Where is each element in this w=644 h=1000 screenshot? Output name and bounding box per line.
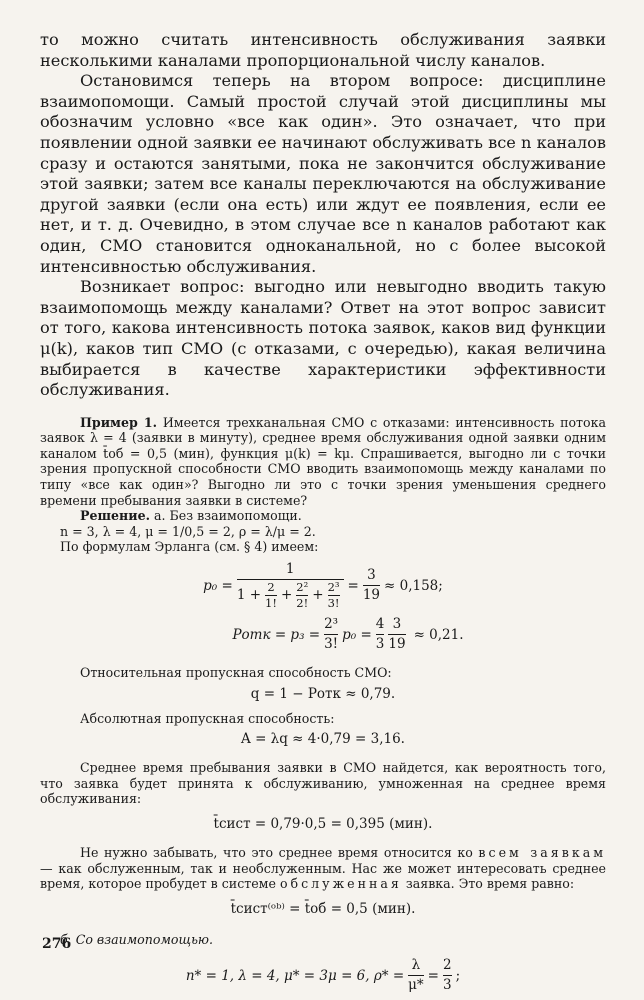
rel-label: Относительная пропускная способность СМО: (80, 665, 392, 681)
potk-frac-1 (324, 616, 338, 653)
example-1 (40, 415, 606, 509)
potk-frac-2-num: 4 (375, 616, 385, 633)
p0-den-frac-1 (265, 581, 277, 610)
p0-den-frac-2-num: 2² (296, 580, 309, 595)
p0-den-frac-3-num: 2³ (327, 580, 340, 595)
potk-frac-1-den: 3! (324, 636, 339, 653)
p0-den-one: 1 + (236, 587, 262, 604)
p0-den-frac-1-den: 1! (265, 596, 277, 611)
p0-numerator: 1 (285, 561, 295, 578)
b-end: ; (455, 967, 461, 984)
solution-a-label: а. Без взаимопомощи. (154, 508, 302, 524)
potk-value: ≈ 0,21. (413, 626, 464, 643)
forget-text-1: Не нужно забывать, что это среднее время относится ко (80, 845, 473, 860)
p0-den-plus-1: + (280, 587, 293, 604)
potk-frac-3-den: 19 (388, 636, 406, 653)
potk-formula (40, 616, 606, 653)
p0-formula: p₀ = 1 1 + $\frac{2}{1!}$ + $\frac{\text{2²}}{2!}$ + $\frac{\text{2³}}{3!}$ = $\frac{3}{19}$ ≈ 0,158; (203, 561, 443, 611)
page-body (40, 30, 606, 994)
paragraph-2: Остановимся теперь на втором вопросе: дисциплине взаимопомощи. Самый простой случай этой дисциплины мы обозначим условно «все как один». Это означает, что при появлении одной заявки ее начинают обслуживать все n каналов сразу и остаются занятыми, пока не закончится обслуживание этой заявки; затем все каналы переключаются на обслуживание другой заявки (если она есть) или ждут ее появления, если ее нет, и т. д. Очевидно, в этом случае все n каналов работают как один, СМО становится одноканальной, но с более высокой интенсивностью обслуживания. (40, 71, 606, 276)
potk-frac-3 (388, 616, 405, 653)
b-params: n* = 1, λ = 4, μ* = 3μ = 6, ρ* = (185, 967, 405, 984)
forget-spaced-2: обслуженная (279, 876, 402, 892)
solution-label: Решение. (80, 508, 150, 524)
p0-den-frac-2 (296, 581, 308, 610)
p0-main-fraction (237, 561, 344, 610)
b-frac-1 (408, 957, 424, 994)
p0-den-frac-3 (328, 581, 340, 610)
potk-frac-3-num: 3 (392, 616, 402, 633)
p0-denominator (237, 581, 344, 610)
p0-result-num: 3 (367, 567, 376, 584)
page-number: 276 (42, 936, 72, 952)
erlang-line: По формулам Эрланга (см. § 4) имеем: (60, 539, 319, 555)
tsist-formula: t̄сист = 0,79·0,5 = 0,395 (мин). (213, 816, 433, 832)
potk-frac-2 (376, 616, 385, 653)
potk-frac-1-num: 2³ (324, 616, 339, 633)
b-frac-2 (443, 957, 452, 994)
b-frac-2-num: 2 (442, 957, 452, 974)
params-line: n = 3, λ = 4, μ = 1/0,5 = 2, ρ = λ/μ = 2. (60, 523, 316, 539)
solution-b-label: б. Со взаимопомощью. (60, 931, 214, 947)
forget-text-2: — как обслуженным, так и необслуженным. Нас же может интересовать среднее время, которое пробудет в системе (40, 860, 606, 892)
p0-lhs: p₀ = (203, 577, 233, 594)
forget-text-3: заявка. Это время равно: (405, 876, 575, 892)
potk-mid: p₀ = (342, 626, 372, 643)
paragraph-3: Возникает вопрос: выгодно или невыгодно вводить такую взаимопомощь между каналами? Ответ на этот вопрос зависит от того, какова интенсивность потока заявок, каков вид функции μ(k), каков тип СМО (с отказами, с очередью), какая величина выбирается в качестве характеристики эффективности обслуживания. (40, 277, 606, 400)
example-title: Пример 1. (80, 414, 158, 430)
b-frac-1-num: λ (411, 957, 421, 974)
p0-result-fraction (363, 567, 380, 604)
rel-formula: q = 1 − Pотк ≈ 0,79. (250, 685, 396, 702)
mean-time-text: Среднее время пребывания заявки в СМО найдется, как вероятность того, что заявка будет принята к обслуживанию, умноженная на среднее время обслуживания: (40, 760, 606, 807)
paragraph-1: то можно считать интенсивность обслуживания заявки несколькими каналами пропорциональной числу каналов. (40, 30, 606, 70)
p0-den-frac-1-num: 2 (267, 580, 275, 595)
b-eq: = (427, 967, 439, 984)
p0-result-den: 19 (362, 587, 381, 604)
potk-lhs: Pотк = p₃ = (232, 626, 321, 643)
b-frac-1-den: μ* (408, 977, 424, 994)
forget-paragraph (40, 845, 606, 892)
b-frac-2-den: 3 (442, 977, 452, 994)
abs-formula: A = λq ≈ 4·0,79 = 3,16. (241, 731, 405, 748)
p0-den-frac-2-den: 2! (296, 596, 309, 611)
abs-label: Абсолютная пропускная способность: (80, 710, 335, 726)
p0-value: ≈ 0,158; (384, 577, 443, 594)
forget-spaced-1: всем заявкам (478, 845, 606, 860)
p0-den-plus-2: + (312, 587, 324, 604)
p0-den-frac-3-den: 3! (327, 596, 340, 611)
potk-frac-2-den: 3 (375, 636, 385, 653)
b-formula (40, 957, 606, 994)
example-text: Имеется трехканальная СМО с отказами: интенсивность потока заявок λ = 4 (заявки в минуту), среднее время обслуживания одной заявки одним каналом t̄об = 0,5 (мин), функция μ(k) = kμ. Спрашивается, выгодно ли с точки зрения пропускной способности СМО вводить взаимопомощь между каналами по типу «все как один»? Выгодно ли это с точки зрения уменьшения среднего времени пребывания заявки в системе? (40, 414, 606, 508)
tob-formula: t̄сист⁽ᵒᵇ⁾ = t̄об = 0,5 (мин). (230, 900, 416, 917)
solution-a-line (40, 508, 606, 524)
